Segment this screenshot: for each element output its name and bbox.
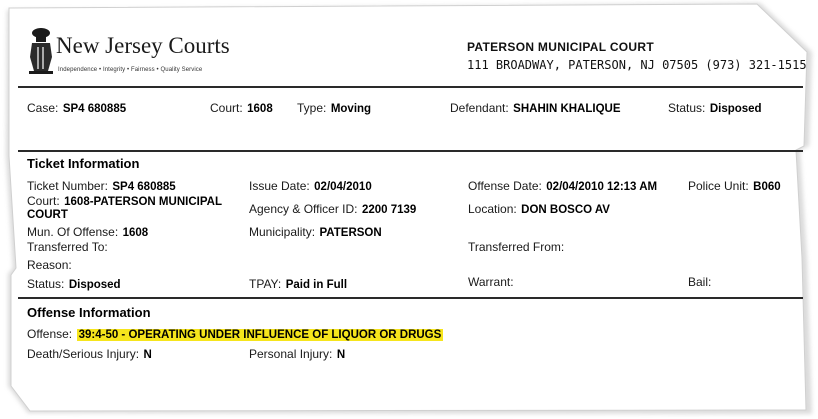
defendant-value: SHAHIN KHALIQUE bbox=[513, 103, 621, 115]
nj-courts-logo bbox=[26, 27, 236, 77]
case-status-label: Status: bbox=[668, 101, 706, 115]
municipality-field bbox=[249, 223, 382, 241]
municipality-value: PATERSON bbox=[319, 227, 382, 239]
court-name: PATERSON MUNICIPAL COURT bbox=[467, 40, 654, 54]
logo-tagline: Independence • Integrity • Fairness • Quality Service bbox=[58, 67, 203, 73]
offense-section-title: Offense Information bbox=[27, 305, 151, 320]
ticket-court-value-line2: COURT bbox=[27, 209, 68, 221]
ticket-number-label: Ticket Number: bbox=[27, 179, 108, 193]
agency-value: 2200 7139 bbox=[361, 204, 417, 216]
mun-offense-field bbox=[27, 223, 148, 241]
ticket-status-field bbox=[27, 275, 121, 293]
ticket-court-label: Court: bbox=[27, 194, 60, 208]
agency-label: Agency & Officer ID: bbox=[249, 202, 358, 216]
court-label: Court: bbox=[210, 101, 243, 115]
ticket-rule bbox=[18, 297, 803, 299]
location-label: Location: bbox=[468, 202, 517, 216]
offense-date-label: Offense Date: bbox=[468, 179, 542, 193]
logo-text: New Jersey Courts bbox=[56, 33, 230, 58]
header-rule bbox=[18, 86, 803, 88]
court-value: 1608 bbox=[247, 103, 273, 115]
police-unit-label: Police Unit: bbox=[688, 179, 749, 193]
tpay-field bbox=[249, 275, 347, 293]
mun-offense-value: 1608 bbox=[122, 227, 149, 239]
mun-offense-label: Mun. Of Offense: bbox=[27, 225, 119, 239]
court-field bbox=[210, 99, 273, 117]
location-field bbox=[468, 200, 610, 218]
justice-figure-icon bbox=[26, 27, 56, 75]
case-label: Case: bbox=[27, 101, 59, 115]
tpay-label: TPAY: bbox=[249, 277, 282, 291]
ticket-court-value-line1: 1608-PATERSON MUNICIPAL bbox=[64, 196, 222, 208]
case-status-value: Disposed bbox=[709, 103, 762, 115]
death-injury-label: Death/Serious Injury: bbox=[27, 347, 140, 361]
municipality-label: Municipality: bbox=[249, 225, 316, 239]
case-status-field bbox=[668, 99, 762, 117]
ticket-number-field bbox=[27, 177, 176, 195]
ticket-status-value: Disposed bbox=[68, 279, 121, 291]
type-field bbox=[297, 99, 371, 117]
type-label: Type: bbox=[297, 101, 327, 115]
offense-label: Offense: bbox=[27, 327, 73, 341]
tpay-value: Paid in Full bbox=[285, 279, 348, 291]
issue-date-field bbox=[249, 177, 372, 195]
offense-date-field bbox=[468, 177, 657, 195]
personal-injury-label: Personal Injury: bbox=[249, 347, 333, 361]
warrant-label: Warrant: bbox=[468, 275, 514, 289]
issue-date-value: 02/04/2010 bbox=[314, 181, 372, 193]
ticket-court-field bbox=[27, 195, 222, 221]
offense-date-value: 02/04/2010 12:13 AM bbox=[546, 181, 658, 193]
police-unit-value: B060 bbox=[753, 181, 781, 193]
death-injury-field bbox=[27, 345, 152, 363]
case-rule bbox=[18, 150, 803, 152]
police-unit-field bbox=[688, 177, 781, 195]
court-address: 111 BROADWAY, PATERSON, NJ 07505 (973) 321-1515 bbox=[467, 58, 807, 72]
location-value: DON BOSCO AV bbox=[521, 204, 610, 216]
transferred-to-label: Transferred To: bbox=[27, 240, 108, 254]
ticket-section-title: Ticket Information bbox=[27, 156, 140, 171]
offense-field bbox=[27, 325, 443, 343]
defendant-field bbox=[450, 99, 621, 117]
transferred-from-label: Transferred From: bbox=[468, 240, 565, 254]
type-value: Moving bbox=[330, 103, 372, 115]
defendant-label: Defendant: bbox=[450, 101, 509, 115]
offense-value-highlighted: 39:4-50 - OPERATING UNDER INFLUENCE OF LIQUOR OR DRUGS bbox=[78, 329, 442, 341]
ticket-number-value: SP4 680885 bbox=[112, 181, 176, 193]
issue-date-label: Issue Date: bbox=[249, 179, 310, 193]
bail-label: Bail: bbox=[688, 275, 712, 289]
case-field bbox=[27, 99, 126, 117]
personal-injury-value: N bbox=[336, 349, 346, 361]
ticket-status-label: Status: bbox=[27, 277, 65, 291]
death-injury-value: N bbox=[143, 349, 152, 361]
personal-injury-field bbox=[249, 345, 345, 363]
case-value: SP4 680885 bbox=[62, 103, 127, 115]
reason-label: Reason: bbox=[27, 258, 72, 272]
agency-field bbox=[249, 200, 416, 218]
